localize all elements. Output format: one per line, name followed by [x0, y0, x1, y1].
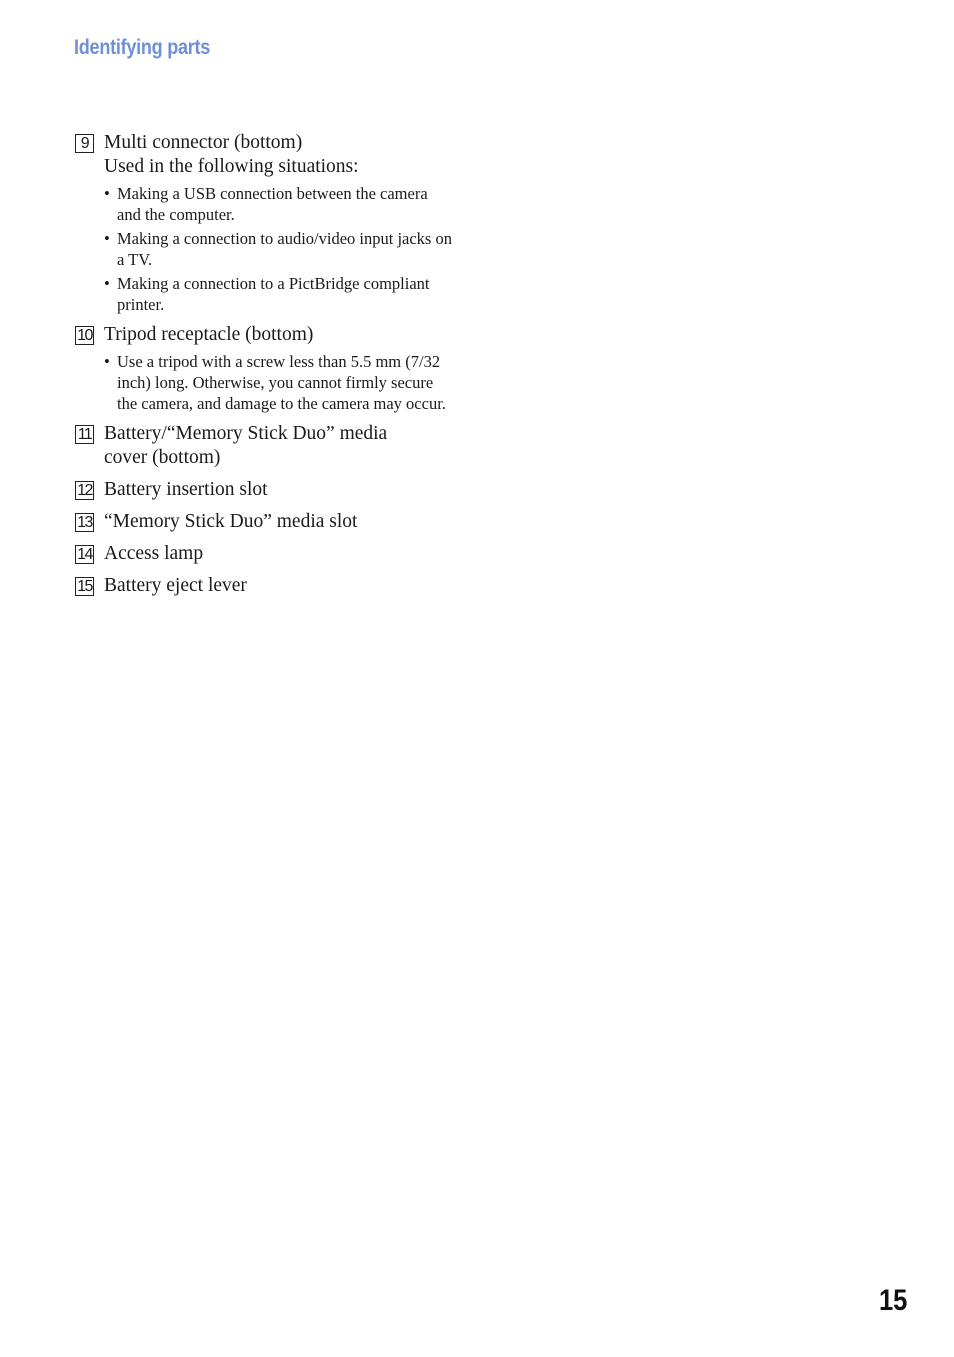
- part-item-14: [75, 542, 455, 566]
- bullet-dot-icon: •: [104, 352, 110, 371]
- bullet-item: • Making a USB connection between the camera and the computer.: [104, 184, 428, 224]
- part-item-9: [75, 131, 455, 315]
- item-number-box: 10: [75, 326, 94, 345]
- part-item-15: [75, 574, 455, 598]
- item-title: Battery eject lever: [104, 575, 247, 596]
- item-title: “Memory Stick Duo” media slot: [104, 511, 358, 532]
- item-title: Multi connector (bottom): [104, 132, 303, 153]
- item-title: Battery/“Memory Stick Duo” media cover (bottom): [104, 423, 388, 468]
- part-item-13: [75, 510, 455, 534]
- bullet-dot-icon: •: [104, 184, 110, 203]
- bullet-item: • Making a connection to a PictBridge compliant printer.: [104, 274, 430, 314]
- item-number-box: 11: [75, 425, 94, 444]
- bullet-item: • Use a tripod with a screw less than 5.5 mm (7/32 inch) long. Otherwise, you cannot firmly secure the camera, and damage to the camera may occur.: [104, 352, 446, 413]
- item-number-box: 14: [75, 545, 94, 564]
- bullet-list: [104, 351, 455, 414]
- part-item-11: [75, 422, 455, 470]
- bullet-item: • Making a connection to audio/video input jacks on a TV.: [104, 229, 452, 269]
- bullet-dot-icon: •: [104, 274, 110, 293]
- item-subtitle: Used in the following situations:: [104, 156, 359, 177]
- section-header: Identifying parts: [74, 36, 211, 59]
- item-number-box: 15: [75, 577, 94, 596]
- part-item-10: [75, 323, 455, 414]
- item-title: Access lamp: [104, 543, 204, 564]
- item-number-box: 9: [75, 134, 94, 153]
- parts-list: [75, 131, 455, 606]
- part-item-12: [75, 478, 455, 502]
- item-number-box: 13: [75, 513, 94, 532]
- item-title: Tripod receptacle (bottom): [104, 324, 314, 345]
- item-number-box: 12: [75, 481, 94, 500]
- bullet-dot-icon: •: [104, 229, 110, 248]
- item-title: Battery insertion slot: [104, 479, 268, 500]
- bullet-list: [104, 183, 455, 315]
- page-number: 15: [879, 1284, 908, 1317]
